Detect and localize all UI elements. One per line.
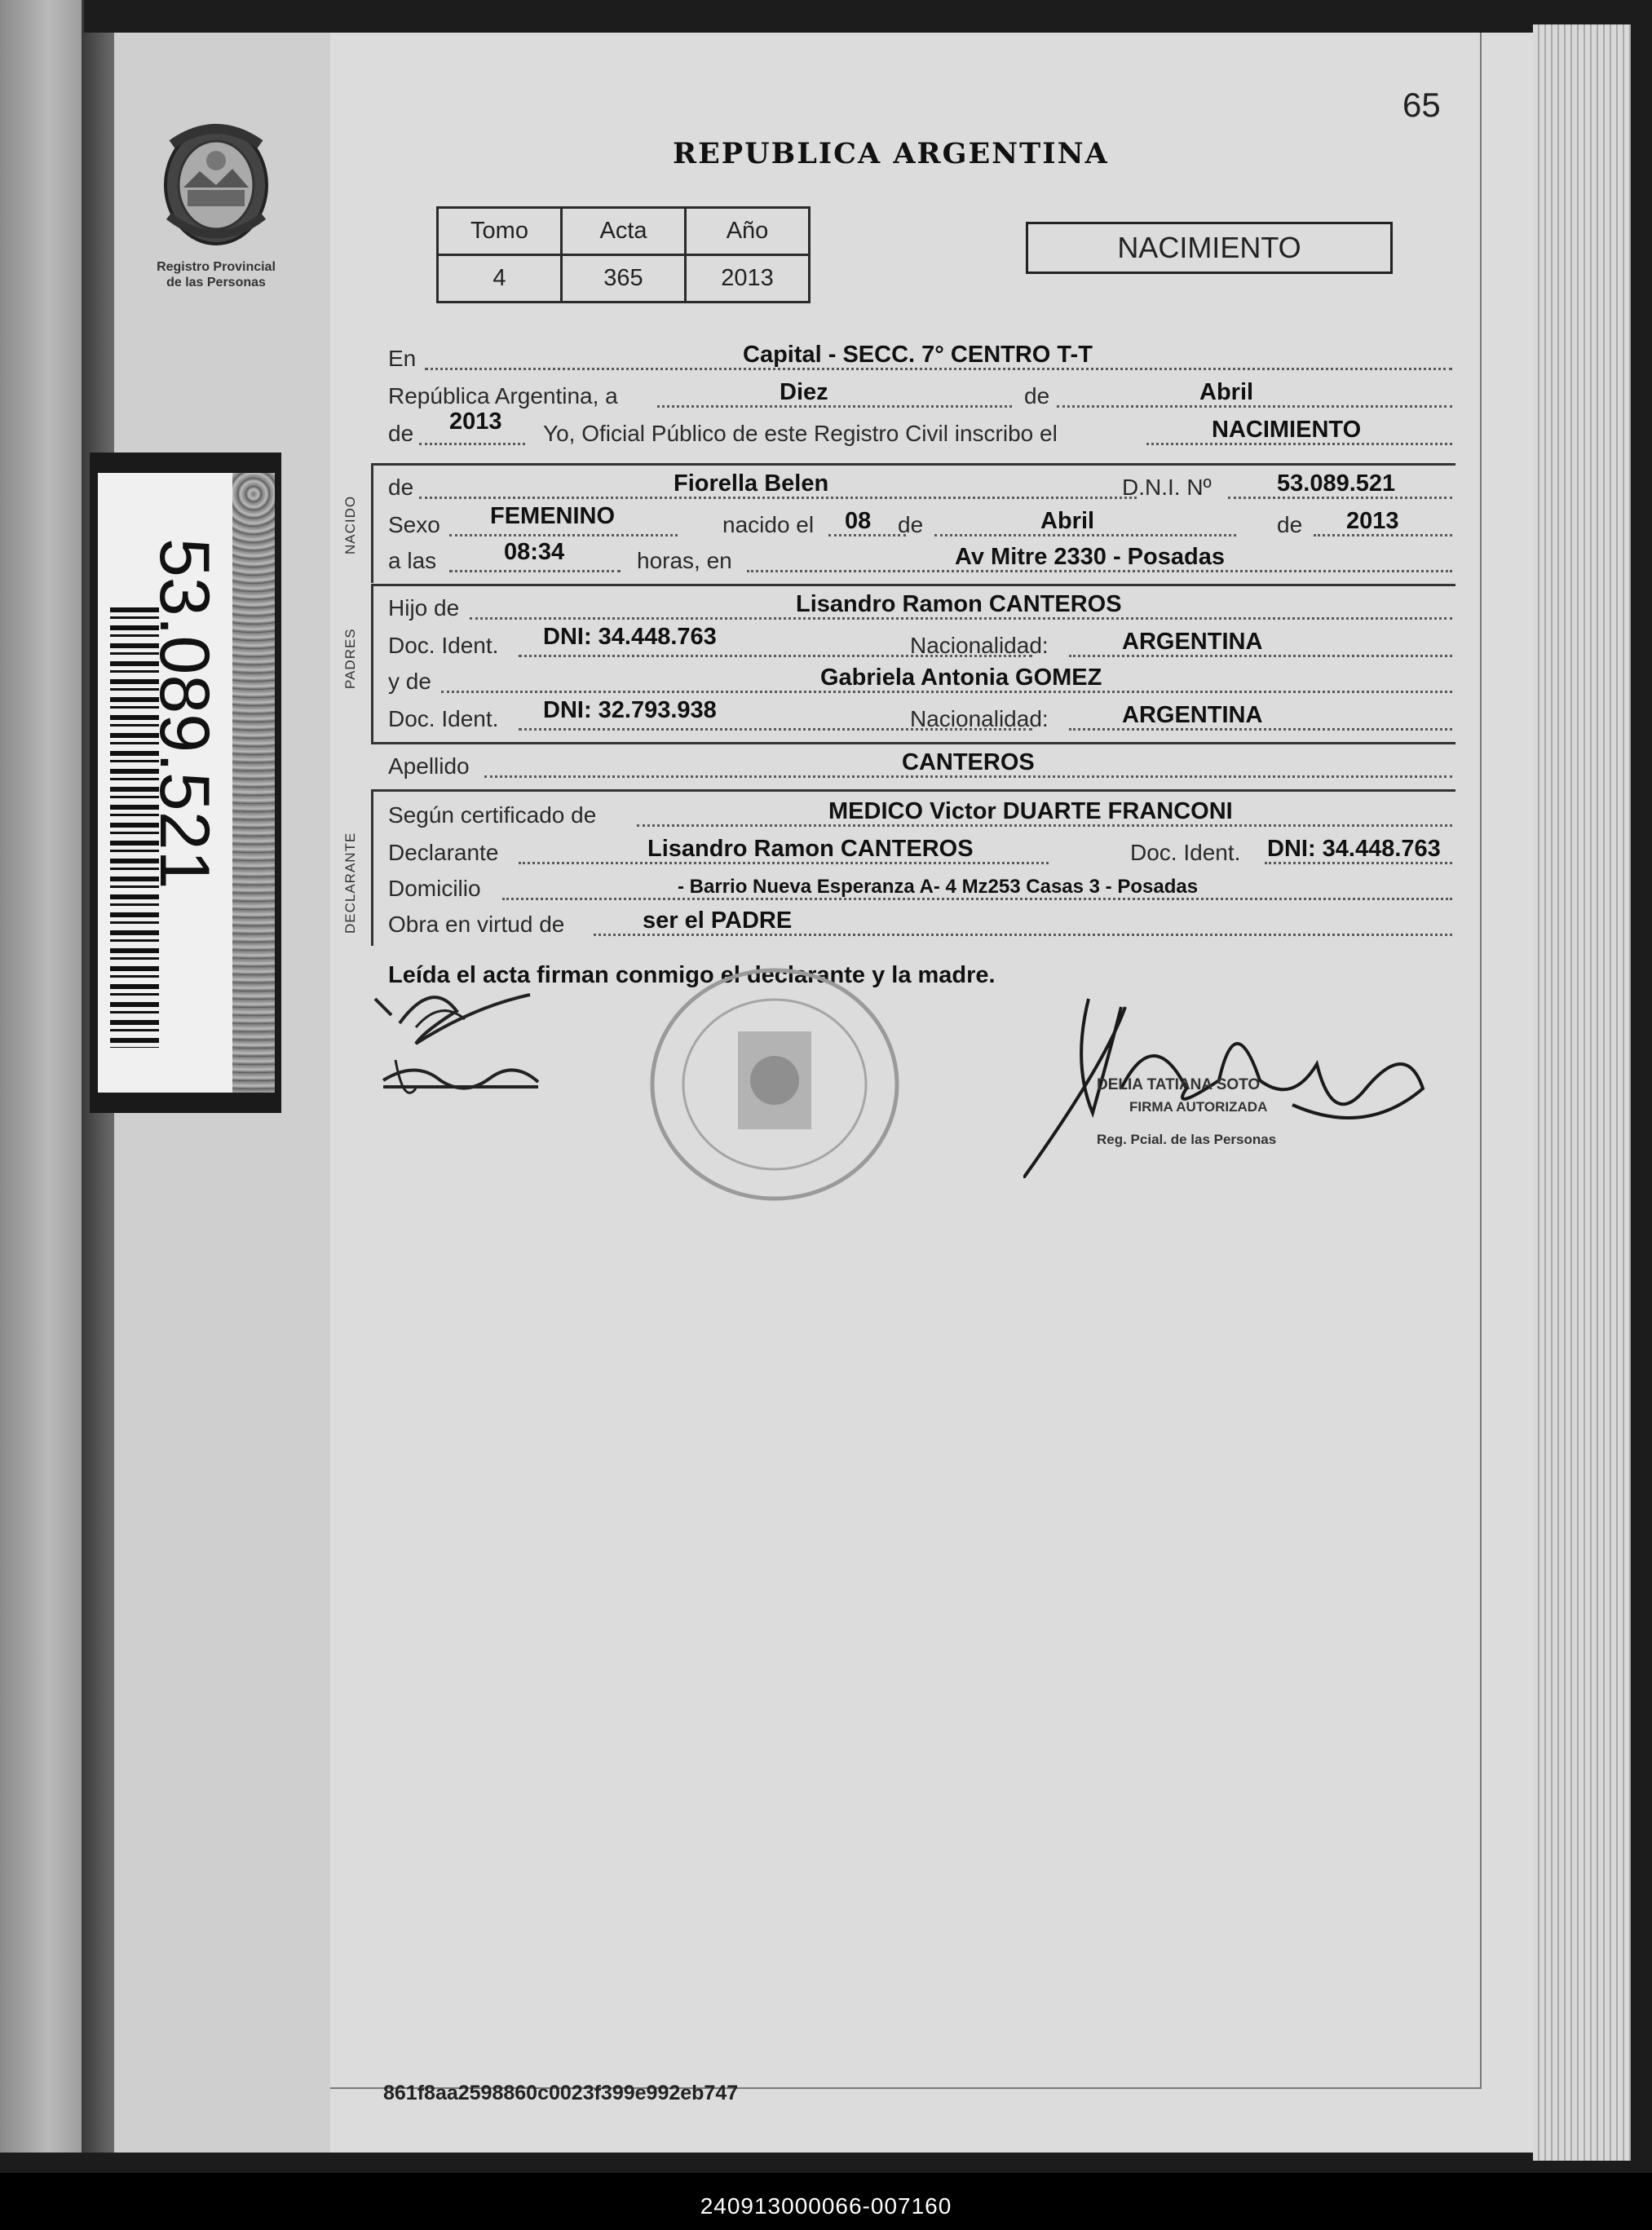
header-tomo: Tomo bbox=[438, 208, 562, 255]
page-title: REPUBLICA ARGENTINA bbox=[673, 137, 1109, 170]
left-page bbox=[0, 0, 84, 2153]
closing-statement: Leída el acta firman conmigo el declarante y la madre. bbox=[388, 962, 996, 988]
father-doc: DNI: 34.448.763 bbox=[543, 624, 717, 650]
section-label-nacido: NACIDO bbox=[342, 495, 358, 554]
document-hash: 861f8aa2598860c0023f399e992eb747 bbox=[383, 2082, 739, 2104]
registration-act-type: NACIMIENTO bbox=[1212, 417, 1362, 443]
reference-value-row bbox=[438, 255, 810, 302]
official-office: Reg. Pcial. de las Personas bbox=[1097, 1132, 1277, 1147]
value-tomo: 4 bbox=[438, 255, 562, 302]
section-label-declarante: DECLARANTE bbox=[342, 832, 358, 934]
line-obra bbox=[388, 908, 1452, 941]
label-declarante: Declarante bbox=[388, 840, 499, 865]
surname: CANTEROS bbox=[902, 749, 1035, 775]
child-name: Fiorella Belen bbox=[674, 470, 829, 497]
header-anio: Año bbox=[686, 208, 810, 255]
section-divider bbox=[371, 584, 1455, 586]
line-domicilio bbox=[388, 872, 1452, 905]
label-oficial: Yo, Oficial Público de este Registro Civil inscribo el bbox=[543, 421, 1058, 446]
document-type-box: NACIMIENTO bbox=[1026, 222, 1393, 274]
label-de-day: de bbox=[898, 512, 924, 537]
registration-day: Diez bbox=[780, 379, 828, 405]
registry-caption-line2: de las Personas bbox=[166, 276, 266, 289]
label-domicilio: Domicilio bbox=[388, 876, 481, 901]
line-child-name bbox=[388, 471, 1452, 504]
label-en: En bbox=[388, 346, 417, 371]
official-role: FIRMA AUTORIZADA bbox=[1129, 1099, 1268, 1115]
mother-doc: DNI: 32.793.938 bbox=[543, 697, 717, 723]
dotted-line bbox=[419, 443, 525, 445]
label-hijo-de: Hijo de bbox=[388, 595, 460, 620]
label-a-las: a las bbox=[388, 548, 437, 573]
label-y-de: y de bbox=[388, 669, 431, 694]
birth-month: Abril bbox=[1040, 508, 1095, 534]
label-dni: D.N.I. Nº bbox=[1122, 475, 1212, 500]
label-nacionalidad: Nacionalidad: bbox=[910, 706, 1049, 731]
official-name-stamp: DELIA TATIANA SOTO bbox=[1097, 1076, 1261, 1093]
header-acta: Acta bbox=[562, 208, 686, 255]
declarant-name: Lisandro Ramon CANTEROS bbox=[647, 836, 974, 862]
birth-time: 08:34 bbox=[504, 539, 565, 565]
birth-year: 2013 bbox=[1346, 508, 1399, 534]
section-side-rule bbox=[371, 791, 373, 946]
dotted-line bbox=[449, 570, 621, 572]
registration-place: Capital - SECC. 7° CENTRO T-T bbox=[743, 342, 1093, 368]
label-de-child: de bbox=[388, 475, 414, 500]
label-obra: Obra en virtud de bbox=[388, 912, 565, 937]
page-edges bbox=[1533, 24, 1631, 2161]
mother-name: Gabriela Antonia GOMEZ bbox=[820, 665, 1102, 691]
reference-table bbox=[436, 206, 811, 303]
tag-dni-number: 53.089.521 bbox=[145, 538, 223, 890]
label-nacionalidad: Nacionalidad: bbox=[910, 633, 1049, 658]
value-anio: 2013 bbox=[686, 255, 810, 302]
father-name: Lisandro Ramon CANTEROS bbox=[796, 591, 1122, 617]
declarant-signature-icon bbox=[367, 983, 546, 1105]
value-acta: 365 bbox=[562, 255, 686, 302]
label-doc-ident: Doc. Ident. bbox=[388, 706, 499, 731]
section-side-rule bbox=[371, 465, 373, 583]
birth-day: 08 bbox=[845, 508, 872, 534]
line-year bbox=[388, 408, 1452, 450]
line-father-doc bbox=[388, 624, 1452, 662]
label-apellido: Apellido bbox=[388, 753, 470, 779]
line-mother-doc bbox=[388, 697, 1452, 735]
line-mother bbox=[388, 665, 1452, 698]
section-side-rule bbox=[371, 585, 373, 742]
label-certificado: Según certificado de bbox=[388, 802, 597, 828]
label-de-year: de bbox=[388, 421, 414, 446]
line-declarante bbox=[388, 837, 1452, 869]
line-en bbox=[388, 342, 1452, 375]
dotted-line bbox=[1057, 405, 1452, 408]
hologram-strip bbox=[232, 473, 275, 1093]
section-divider bbox=[371, 742, 1455, 744]
label-republica: República Argentina, a bbox=[388, 383, 618, 408]
label-nacido-el: nacido el bbox=[722, 512, 815, 537]
label-de-month: de bbox=[1277, 512, 1303, 537]
line-apellido bbox=[388, 750, 1452, 783]
declarant-doc: DNI: 34.448.763 bbox=[1267, 836, 1441, 862]
child-sex: FEMENINO bbox=[490, 503, 616, 529]
official-stamp-icon bbox=[644, 962, 905, 1207]
label-horas-en: horas, en bbox=[637, 548, 732, 573]
mother-nationality: ARGENTINA bbox=[1122, 702, 1263, 728]
label-sexo: Sexo bbox=[388, 512, 440, 537]
registry-caption bbox=[135, 259, 298, 290]
line-time-place bbox=[388, 539, 1452, 577]
declarant-address: - Barrio Nueva Esperanza A- 4 Mz253 Casas 3 - Posadas bbox=[678, 876, 1199, 898]
footer-document-id: 240913000066-007160 bbox=[700, 2193, 952, 2219]
registration-month: Abril bbox=[1199, 379, 1254, 405]
dotted-line bbox=[657, 405, 1012, 408]
page-number: 65 bbox=[1402, 86, 1441, 124]
label-doc-ident: Doc. Ident. bbox=[388, 633, 499, 658]
birth-place: Av Mitre 2330 - Posadas bbox=[955, 544, 1225, 570]
father-nationality: ARGENTINA bbox=[1122, 629, 1263, 655]
line-republica bbox=[388, 380, 1452, 413]
certifying-doctor: MEDICO Victor DUARTE FRANCONI bbox=[828, 798, 1233, 824]
label-doc-ident: Doc. Ident. bbox=[1130, 840, 1241, 865]
line-sex-birth bbox=[388, 503, 1452, 541]
declarant-relationship: ser el PADRE bbox=[643, 907, 793, 934]
label-de: de bbox=[1024, 383, 1050, 408]
section-divider bbox=[371, 789, 1455, 792]
child-dni: 53.089.521 bbox=[1277, 470, 1396, 497]
line-father bbox=[388, 592, 1452, 625]
line-certificado bbox=[388, 799, 1452, 832]
registry-seal-icon bbox=[151, 110, 281, 257]
registration-year: 2013 bbox=[449, 408, 502, 435]
dotted-line bbox=[449, 534, 678, 537]
reference-header-row bbox=[438, 208, 810, 255]
section-label-padres: PADRES bbox=[342, 628, 358, 689]
registry-caption-line1: Registro Provincial bbox=[157, 260, 276, 274]
section-divider bbox=[371, 463, 1455, 466]
